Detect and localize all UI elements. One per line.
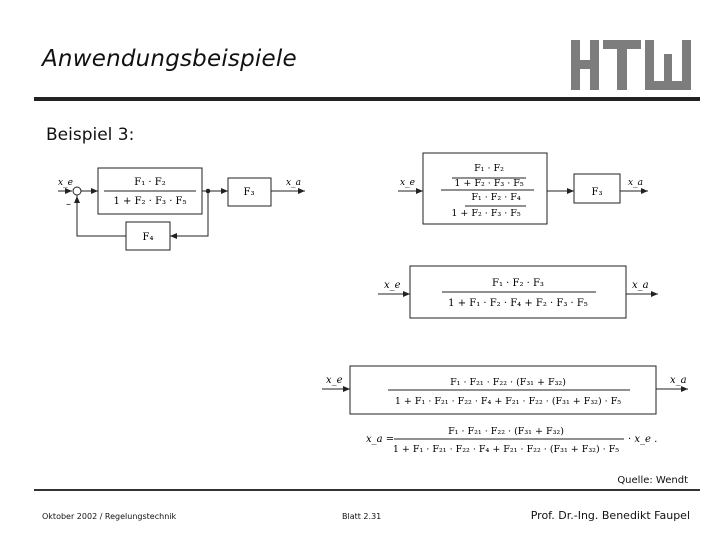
d1-minus: – xyxy=(66,199,71,210)
d1-main-num: F₁ · F₂ xyxy=(134,177,166,188)
d1-main-den: 1 + F₂ · F₃ · F₅ xyxy=(113,196,187,207)
d2-inner-num: F₁ · F₂ · F₄ xyxy=(471,192,521,203)
diagram-3 xyxy=(378,266,658,318)
d1-F3: F₃ xyxy=(243,187,255,198)
source-credit: Quelle: Wendt xyxy=(617,475,688,486)
d3-input: x_e xyxy=(384,280,401,291)
eq-lhs: x_a = xyxy=(366,434,395,445)
d2-output: x_a xyxy=(628,178,643,188)
d2-F3: F₃ xyxy=(591,187,603,198)
d4-output: x_a xyxy=(670,375,687,386)
eq-rhs: · x_e . xyxy=(628,434,658,445)
eq-den: 1 + F₁ · F₂₁ · F₂₂ · F₄ + F₂₁ · F₂₂ · (F₃₁ + F₃₂) · F₅ xyxy=(392,444,620,455)
d4-den: 1 + F₁ · F₂₁ · F₂₂ · F₄ + F₂₁ · F₂₂ · (F₃₁ + F₃₂) · F₅ xyxy=(394,396,622,407)
diagram-1 xyxy=(58,168,305,250)
d1-F4: F₄ xyxy=(142,232,154,243)
d3-output: x_a xyxy=(632,280,649,291)
eq-num: F₁ · F₂₁ · F₂₂ · (F₃₁ + F₃₂) xyxy=(448,426,564,437)
example-label: Beispiel 3: xyxy=(46,125,135,145)
d3-num: F₁ · F₂ · F₃ xyxy=(492,278,544,289)
d4-num: F₁ · F₂₁ · F₂₂ · (F₃₁ + F₃₂) xyxy=(450,377,566,388)
d4-input: x_e xyxy=(326,375,343,386)
d2-input: x_e xyxy=(400,178,415,188)
footer-course: Oktober 2002 / Regelungstechnik xyxy=(42,512,177,521)
d2-outer-num: F₁ · F₂ xyxy=(474,163,504,174)
footer-rule xyxy=(34,489,700,491)
d2-inner-den2: 1 + F₂ · F₃ · F₅ xyxy=(451,208,521,219)
slide-title: Anwendungsbeispiele xyxy=(42,46,297,72)
d2-inner-den: 1 + F₂ · F₃ · F₅ xyxy=(454,178,524,189)
d3-den: 1 + F₁ · F₂ · F₄ + F₂ · F₃ · F₅ xyxy=(448,298,588,309)
d1-input: x_e xyxy=(58,178,73,188)
d1-output: x_a xyxy=(286,178,301,188)
footer-author: Prof. Dr.-Ing. Benedikt Faupel xyxy=(530,509,690,522)
footer-page: Blatt 2.31 xyxy=(342,512,382,521)
